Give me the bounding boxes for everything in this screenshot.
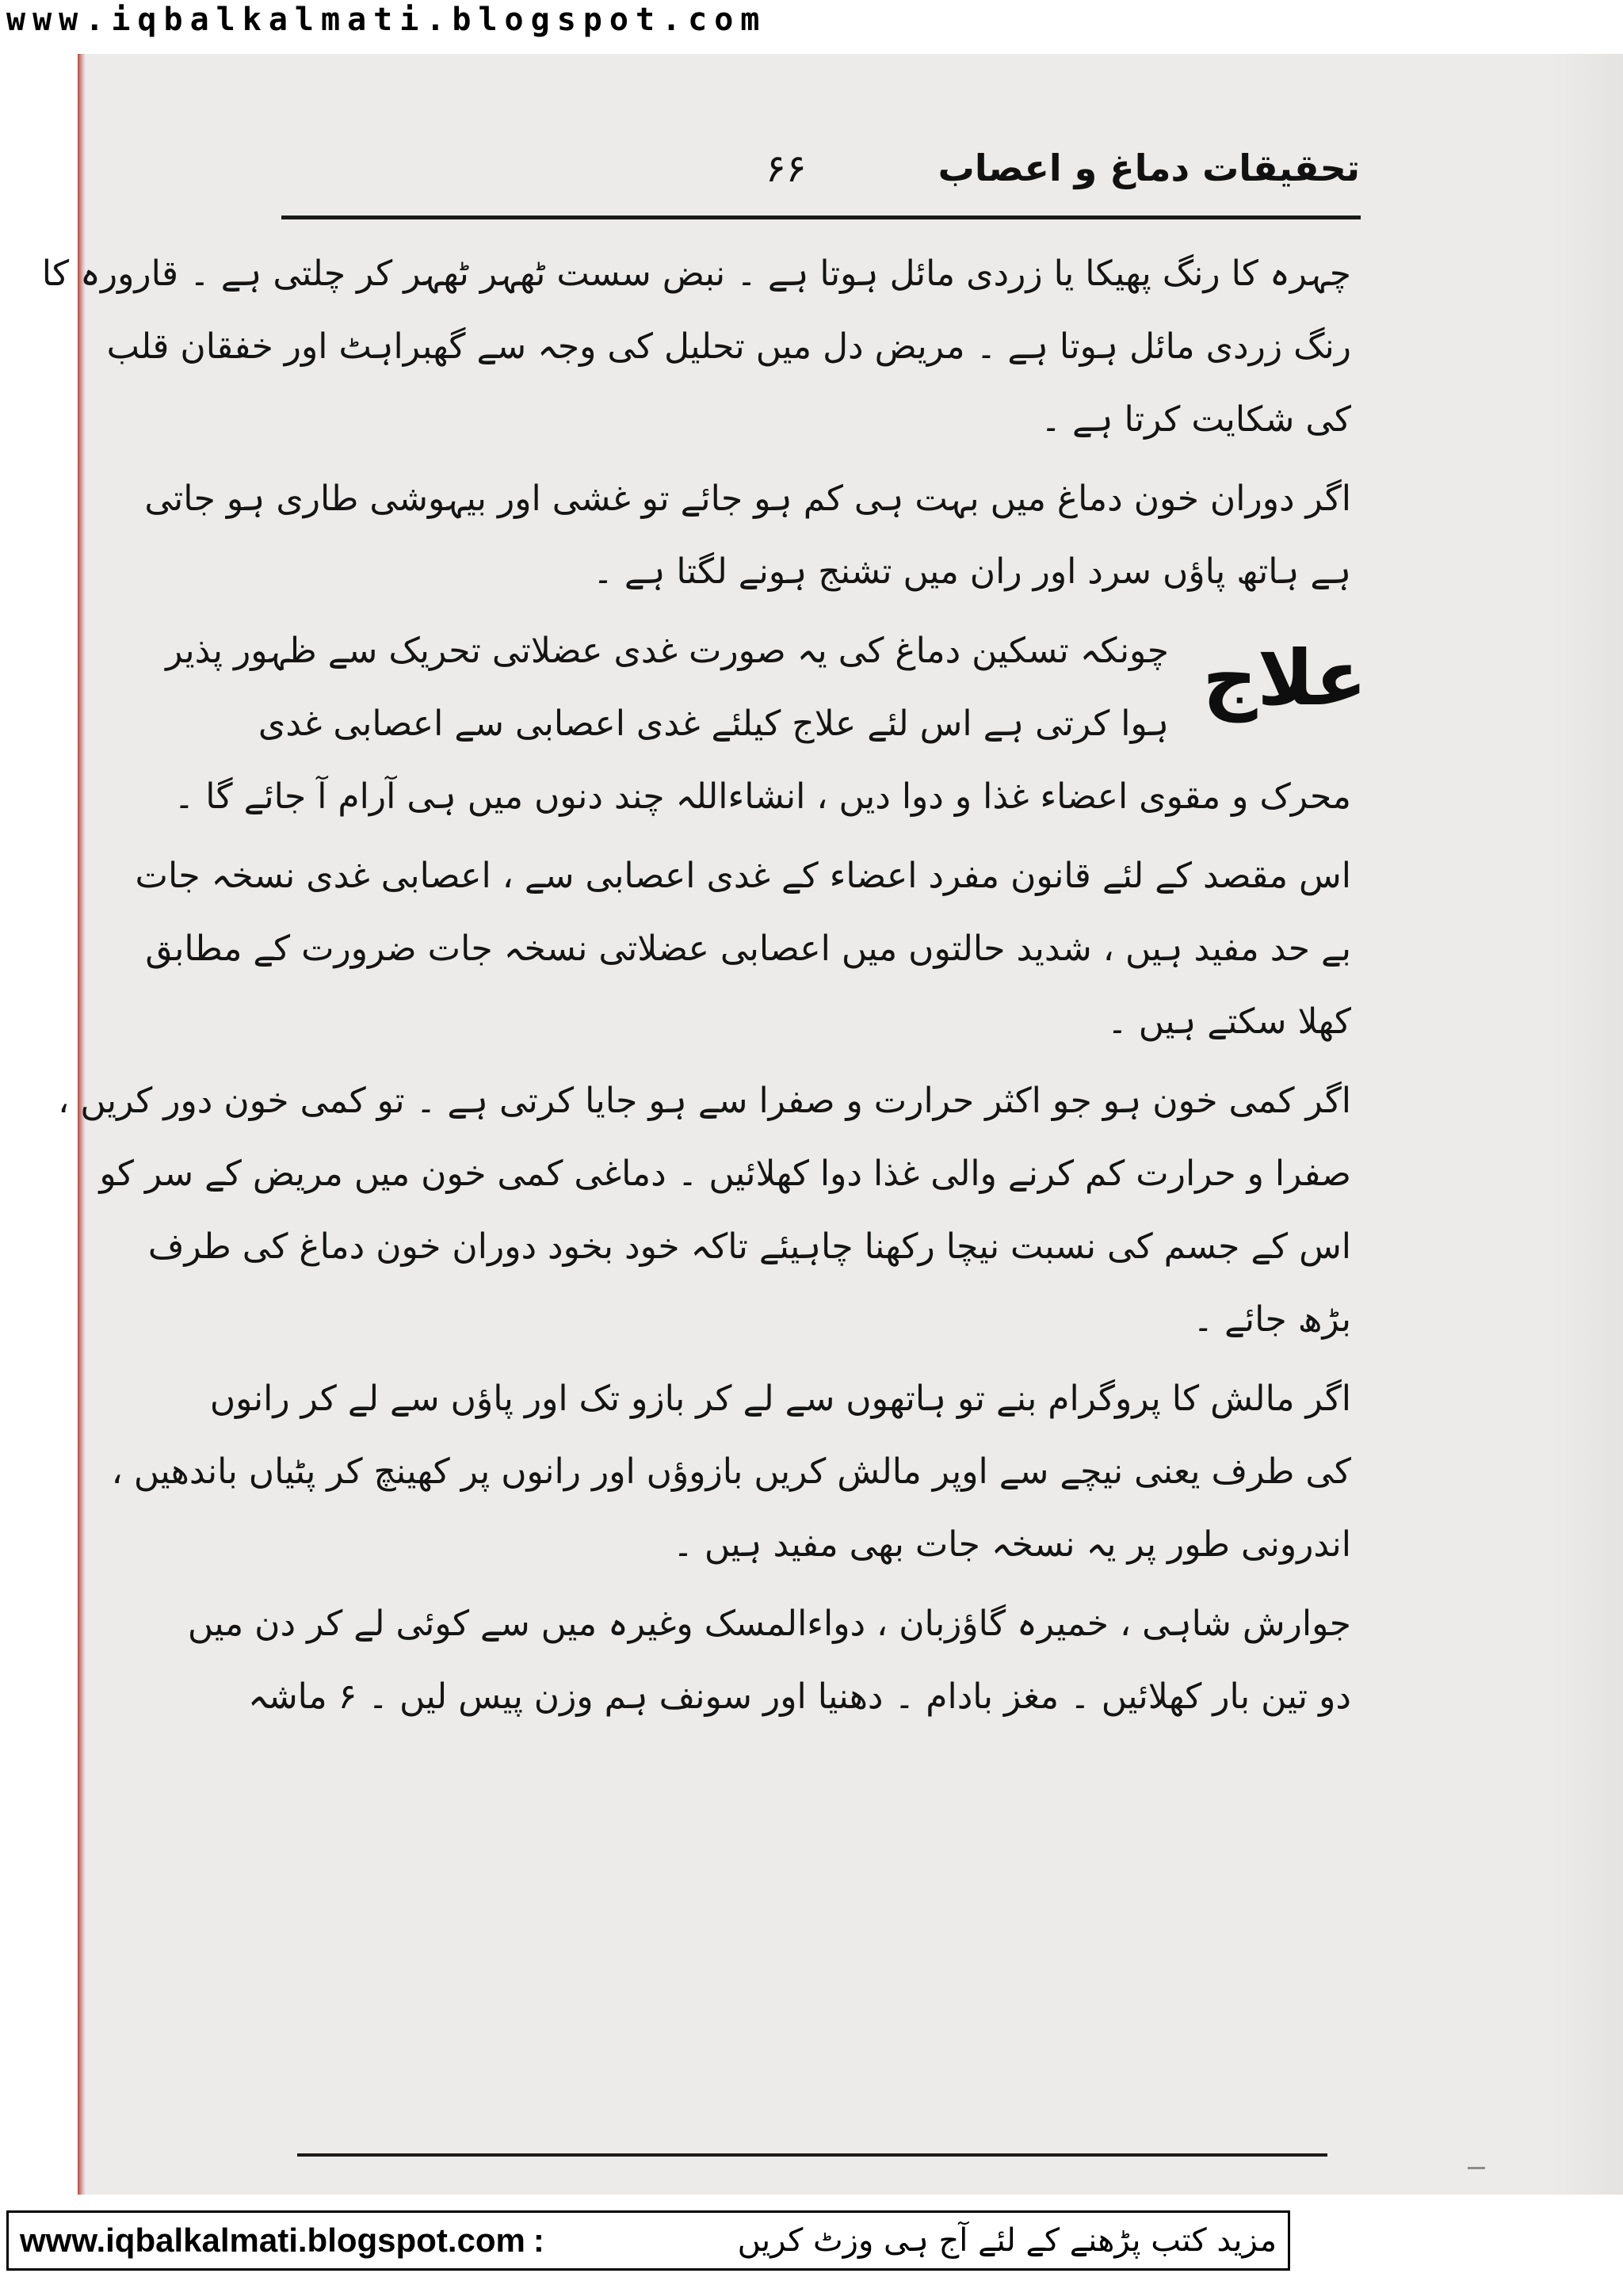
text-line: جوارش شاہی ، خمیرہ گاؤزبان ، دواءالمسک وغیرہ میں سے کوئی لے کر دن میں	[187, 1604, 1351, 1644]
text-line: محرک و مقوی اعضاء غذا و دوا دیں ، انشاءاللہ چند دنوں میں ہی آرام آ جائے گا ۔	[174, 776, 1351, 817]
text-line: دو تین بار کھلائیں ۔ مغز بادام ۔ دھنیا اور سونف ہم وزن پیس لیں ۔ ۶ ماشہ	[248, 1676, 1351, 1717]
text-line: اگر مالش کا پروگرام بنے تو ہاتھوں سے لے کر بازو تک اور پاؤں سے لے کر رانوں	[209, 1379, 1351, 1419]
scan-artifact	[1468, 2167, 1485, 2169]
promo-banner[interactable]	[6, 2210, 1290, 2271]
banner-left	[20, 2222, 552, 2260]
text-line: بڑھ جائے ۔	[1193, 1299, 1351, 1340]
text-line: ہوا کرتی ہے اس لئے علاج کیلئے غدی اعصابی سے اعصابی غدی	[258, 704, 1169, 744]
text-line: بے حد مفید ہیں ، شدید حالتوں میں اعصابی عضلاتی نسخہ جات ضرورت کے مطابق	[145, 929, 1351, 969]
header-divider	[281, 215, 1361, 219]
footer-divider	[297, 2153, 1327, 2157]
book-title: تحقیقات دماغ و اعصاب	[938, 147, 1360, 189]
section-heading: علاج	[1202, 634, 1367, 723]
text-line: کی طرف یعنی نیچے سے اوپر مالش کریں بازوؤں اور رانوں پر کھینچ کر پٹیاں باندھیں ،	[111, 1451, 1351, 1492]
running-header	[282, 147, 1360, 202]
banner-url-link[interactable]: www.iqbalkalmati.blogspot.com	[20, 2222, 525, 2259]
text-line: کھلا سکتے ہیں ۔	[1107, 1001, 1351, 1042]
text-line: چونکہ تسکین دماغ کی یہ صورت غدی عضلاتی تحریک سے ظہور پذیر	[166, 631, 1169, 671]
page-number: ۶۶	[766, 147, 807, 191]
text-line: چہرہ کا رنگ پھیکا یا زردی مائل ہوتا ہے ۔ نبض سست ٹھہر ٹھہر کر چلتی ہے ۔ قارورہ کا	[41, 254, 1351, 294]
text-line: کی شکایت کرتا ہے ۔	[1041, 399, 1351, 440]
text-line: رنگ زردی مائل ہوتا ہے ۔ مریض دل میں تحلیل کی وجہ سے گھبراہٹ اور خفقان قلب	[106, 326, 1351, 367]
treatment-section	[58, 615, 1367, 1733]
text-line: صفرا و حرارت کم کرنے والی غذا دوا کھلائیں ۔ دماغی کمی خون میں مریض کے سر کو	[99, 1154, 1351, 1194]
page-right-shade	[1552, 54, 1623, 2195]
text-line: اندرونی طور پر یہ نسخہ جات بھی مفید ہیں ۔	[673, 1524, 1351, 1565]
site-url-header: www.iqbalkalmati.blogspot.com	[6, 2, 767, 38]
text-line: اس مقصد کے لئے قانون مفرد اعضاء کے غدی اعصابی سے ، اعصابی غدی نسخہ جات	[135, 856, 1351, 896]
text-line: اگر کمی خون ہو جو اکثر حرارت و صفرا سے ہو جایا کرتی ہے ۔ تو کمی خون دور کریں ،	[58, 1081, 1351, 1121]
text-line: اس کے جسم کی نسبت نیچا رکھنا چاہیئے تاکہ خود بخود دوران خون دماغ کی طرف	[147, 1226, 1351, 1267]
banner-urdu-text: مزید کتب پڑھنے کے لئے آج ہی وزٹ کریں	[737, 2222, 1277, 2259]
banner-separator: :	[533, 2222, 544, 2259]
text-line: اگر دوران خون دماغ میں بہت ہی کم ہو جائے تو غشی اور بیہوشی طاری ہو جاتی	[144, 479, 1351, 519]
page-body	[41, 238, 1367, 1733]
text-line: ہے ہاتھ پاؤں سرد اور ران میں تشنج ہونے لگتا ہے ۔	[593, 551, 1351, 592]
